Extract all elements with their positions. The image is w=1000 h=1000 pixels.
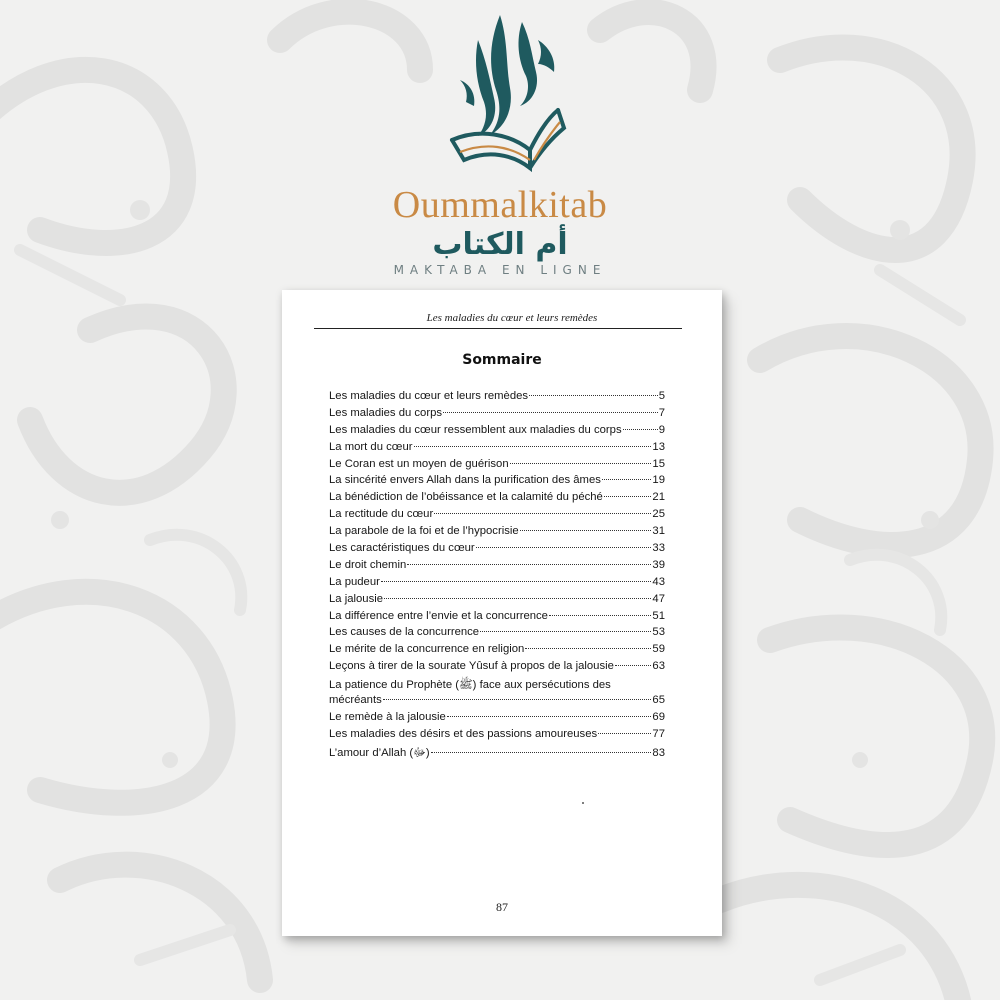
toc-entry-page: 39 <box>652 558 665 571</box>
toc-entry-page: 19 <box>652 474 665 487</box>
toc-entry <box>329 593 665 610</box>
toc-entry-title: Le Coran est un moyen de guérison <box>329 457 509 470</box>
toc-entry-page: 83 <box>652 746 665 759</box>
toc-entry-page: 53 <box>652 626 665 639</box>
toc-entry-title: Le mérite de la concurrence en religion <box>329 643 525 656</box>
toc-list <box>329 390 665 762</box>
toc-leader <box>383 699 652 700</box>
toc-entry-title: Le remède à la jalousie <box>329 710 446 723</box>
toc-entry <box>329 458 665 475</box>
toc-entry <box>329 407 665 424</box>
toc-entry-title: Les maladies du cœur et leurs remèdes <box>329 390 529 402</box>
toc-entry-title: Les caractéristiques du cœur <box>329 542 475 555</box>
toc-entry <box>329 559 665 576</box>
toc-entry-title: Les maladies des désirs et des passions amoureuses <box>329 727 598 740</box>
toc-entry <box>329 508 665 525</box>
toc-title: Sommaire <box>462 352 542 368</box>
toc-entry <box>329 660 665 677</box>
book-page <box>282 290 722 936</box>
toc-entry-page: 5 <box>658 390 665 402</box>
toc-entry <box>329 745 665 762</box>
toc-entry-page: 25 <box>652 508 665 521</box>
toc-entry-page: 59 <box>652 643 665 656</box>
toc-entry-title: La bénédiction de l’obéissance et la calamité du péché <box>329 491 603 504</box>
toc-entry-title: Leçons à tirer de la sourate Yûsuf à propos de la jalousie <box>329 660 614 673</box>
toc-entry-page: 51 <box>652 609 665 622</box>
toc-leader <box>529 395 658 396</box>
toc-leader <box>602 479 652 480</box>
toc-entry-title: La mort du cœur <box>329 440 413 453</box>
page-speck <box>582 802 584 804</box>
toc-entry-page: 77 <box>652 727 665 740</box>
toc-entry <box>329 474 665 491</box>
toc-entry <box>329 643 665 660</box>
toc-entry-page: 33 <box>652 542 665 555</box>
toc-entry <box>329 626 665 643</box>
toc-entry-title-cont: mécréants <box>329 694 382 707</box>
toc-entry <box>329 711 665 728</box>
brand-name: Oummalkitab <box>392 184 608 226</box>
toc-entry-title: La parabole de la foi et de l’hypocrisie <box>329 525 519 538</box>
toc-entry <box>329 441 665 458</box>
toc-entry-title: L’amour d’Allah (ﷻ) <box>329 746 430 759</box>
toc-leader <box>414 446 652 447</box>
toc-leader <box>407 564 651 565</box>
toc-leader <box>443 412 658 413</box>
calligraphy-book-logo-icon <box>430 10 570 185</box>
toc-entry-title: La sincérité envers Allah dans la purification des âmes <box>329 474 601 487</box>
toc-entry-page: 7 <box>658 406 665 419</box>
toc-entry-page: 43 <box>652 575 665 588</box>
toc-leader <box>384 598 651 599</box>
toc-leader <box>447 716 652 717</box>
running-head: Les maladies du cœur et leurs remèdes <box>426 312 598 324</box>
toc-leader <box>480 631 651 632</box>
toc-entry <box>329 491 665 508</box>
toc-leader <box>598 733 651 734</box>
toc-entry-page: 69 <box>652 710 665 723</box>
toc-entry-title: Les maladies du cœur ressemblent aux maladies du corps <box>329 423 622 436</box>
header-rule <box>314 328 682 329</box>
toc-entry-page: 31 <box>652 525 665 538</box>
toc-leader <box>434 513 651 514</box>
toc-entry-title: La différence entre l’envie et la concurrence <box>329 609 548 622</box>
toc-leader <box>615 665 652 666</box>
toc-leader <box>604 496 652 497</box>
toc-leader <box>623 429 658 430</box>
toc-entry-page: 47 <box>652 592 665 605</box>
toc-entry <box>329 610 665 627</box>
toc-leader <box>525 648 651 649</box>
toc-entry-title: La patience du Prophète (ﷺ) face aux persécutions des <box>329 679 611 692</box>
toc-entry-page: 63 <box>652 660 665 673</box>
toc-leader <box>520 530 652 531</box>
toc-entry <box>329 390 665 407</box>
toc-entry-page: 15 <box>652 457 665 470</box>
toc-entry <box>329 525 665 542</box>
toc-leader <box>381 581 652 582</box>
toc-entry-title: Les maladies du corps <box>329 406 443 419</box>
toc-leader <box>510 463 652 464</box>
toc-entry <box>329 424 665 441</box>
toc-entry-title: Le droit chemin <box>329 558 407 571</box>
toc-entry-title: La jalousie <box>329 592 384 605</box>
toc-entry-title: La rectitude du cœur <box>329 508 434 521</box>
toc-entry-page: 9 <box>658 423 665 436</box>
toc-entry <box>329 576 665 593</box>
toc-entry <box>329 542 665 559</box>
brand-tagline: MAKTABA EN LIGNE <box>393 263 607 277</box>
toc-entry-continuation <box>329 694 665 711</box>
brand-logo <box>360 10 640 280</box>
toc-entry-title: La pudeur <box>329 575 380 588</box>
toc-entry-title: Les causes de la concurrence <box>329 626 480 639</box>
toc-entry-page: 65 <box>652 694 665 707</box>
toc-leader <box>476 547 652 548</box>
toc-entry-page: 13 <box>652 440 665 453</box>
toc-entry-page: 21 <box>652 491 665 504</box>
toc-leader <box>431 752 652 753</box>
toc-entry <box>329 677 665 711</box>
page-number: 87 <box>496 900 508 914</box>
toc-entry <box>329 728 665 745</box>
brand-arabic-name: أم الكتاب <box>432 227 568 262</box>
toc-leader <box>549 615 651 616</box>
